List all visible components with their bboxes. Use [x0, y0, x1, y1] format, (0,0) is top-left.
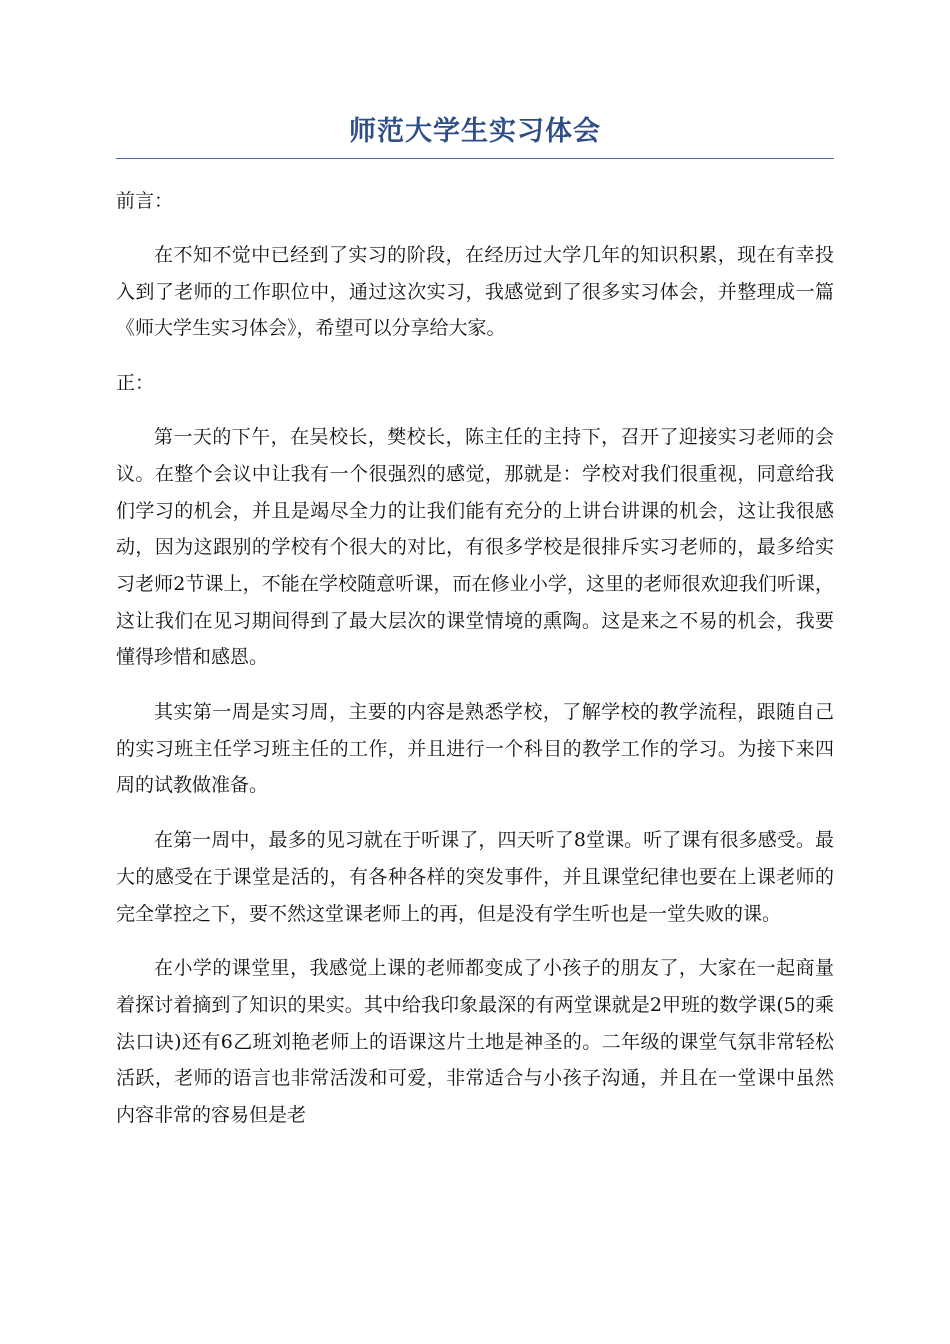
document-page [116, 100, 834, 1152]
preface-heading: 前言： [116, 190, 174, 212]
title-underline [116, 158, 834, 159]
body-text [116, 419, 834, 1134]
main-heading: 正： [116, 372, 155, 395]
preface-paragraph: 在不知不觉中已经到了实习的阶段，在经历过大学几年的知识积累，现在有幸投入到了老师的工作职位中，通过这次实习，我感觉到了很多实习体会，并整理成一篇《师大学生实习体会》，希望可以分享给大家。 [116, 244, 834, 340]
body-paragraph-3: 在第一周中，最多的见习就在于听课了，四天听了8堂课。听了课有很多感受。最大的感受在于课堂是活的，有各种各样的突发事件，并且课堂纪律也要在上课老师的完全掌控之下，要不然这堂课老师上的再，但是没有学生听也是一堂失败的课。 [116, 829, 834, 925]
body-paragraph-1: 第一天的下午，在吴校长，樊校长，陈主任的主持下，召开了迎接实习老师的会议。在整个会议中让我有一个很强烈的感觉，那就是：学校对我们很重视，同意给我们学习的机会，并且是竭尽全力的让我们能有充分的上讲台讲课的机会，这让我很感动，因为这跟别的学校有个很大的对比，有很多学校是很排斥实习老师的，最多给实习老师2节课上，不能在学校随意听课，而在修业小学，这里的老师很欢迎我们听课，这让我们在见习期间得到了最大层次的课堂情境的熏陶。这是来之不易的机会，我要懂得珍惜和感恩。 [116, 426, 834, 669]
body-paragraph-2: 其实第一周是实习周，主要的内容是熟悉学校，了解学校的教学流程，跟随自己的实习班主任学习班主任的工作，并且进行一个科目的教学工作的学习。为接下来四周的试教做准备。 [116, 701, 834, 797]
body-paragraph-4: 在小学的课堂里，我感觉上课的老师都变成了小孩子的朋友了，大家在一起商量着探讨着摘到了知识的果实。其中给我印象最深的有两堂课就是2甲班的数学课(5的乘法口诀)还有6乙班刘艳老师上的语课这片土地是神圣的。二年级的课堂气氛非常轻松活跃，老师的语言也非常活泼和可爱，非常适合与小孩子沟通，并且在一堂课中虽然内容非常的容易但是老 [116, 957, 834, 1127]
document-title: 师范大学生实习体会 [349, 116, 601, 147]
